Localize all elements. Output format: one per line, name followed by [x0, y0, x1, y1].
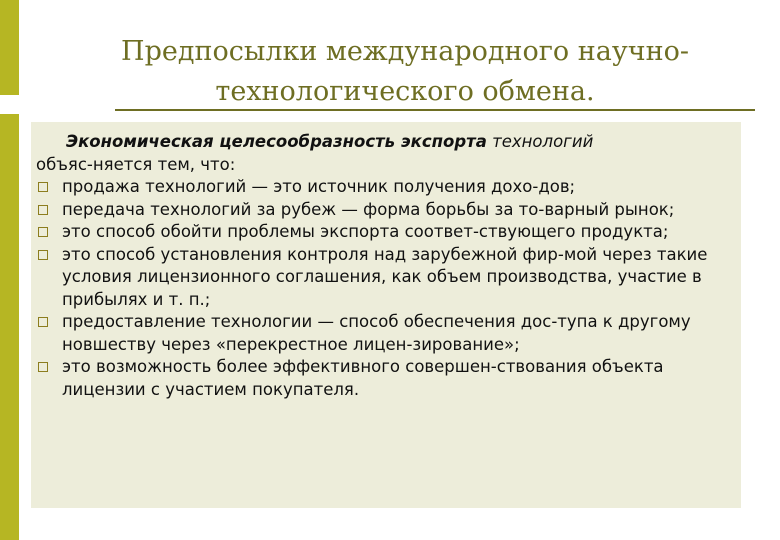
bullet-list [36, 176, 736, 401]
list-item-text: предоставление технологии — способ обеспечения дос-тупа к другому новшеству через «перекрестное лицен-зирование»; [62, 312, 691, 354]
list-item-text: передача технологий за рубеж — форма борьбы за то-варный рынок; [62, 199, 675, 219]
hollow-square-icon [38, 227, 48, 237]
slide-title [60, 32, 750, 112]
content-text [36, 131, 736, 401]
accent-bar-notch [0, 95, 19, 114]
list-item-text: это способ установления контроля над зарубежной фир-мой через такие условия лицензионного соглашения, как объем производства, участие в прибылях и т. п.; [62, 244, 708, 309]
list-item [36, 244, 736, 312]
list-item-text: это возможность более эффективного совершен-ствования объекта лицензии с участием покупателя. [62, 357, 664, 399]
title-line-1: Предпосылки международного научно- [121, 36, 689, 67]
intro-rest: объяс-няется тем, что: [36, 154, 236, 174]
intro-tail: технологий [486, 132, 594, 151]
list-item-text: это способ обойти проблемы экспорта соответ-ствующего продукта; [62, 222, 669, 241]
title-line-2: технологического обмена. [215, 76, 595, 107]
intro-paragraph [36, 131, 736, 176]
hollow-square-icon [38, 205, 48, 215]
hollow-square-icon [38, 182, 48, 192]
list-item [36, 176, 736, 199]
hollow-square-icon [38, 317, 48, 327]
list-item [36, 221, 736, 244]
hollow-square-icon [38, 250, 48, 260]
list-item [36, 356, 736, 401]
list-item [36, 311, 736, 356]
hollow-square-icon [38, 362, 48, 372]
left-accent-bar [0, 0, 19, 540]
title-underline [115, 109, 755, 111]
intro-lead: Экономическая целесообразность экспорта [66, 132, 487, 151]
list-item-text: продажа технологий — это источник получения дохо-дов; [62, 177, 576, 196]
list-item [36, 199, 736, 222]
